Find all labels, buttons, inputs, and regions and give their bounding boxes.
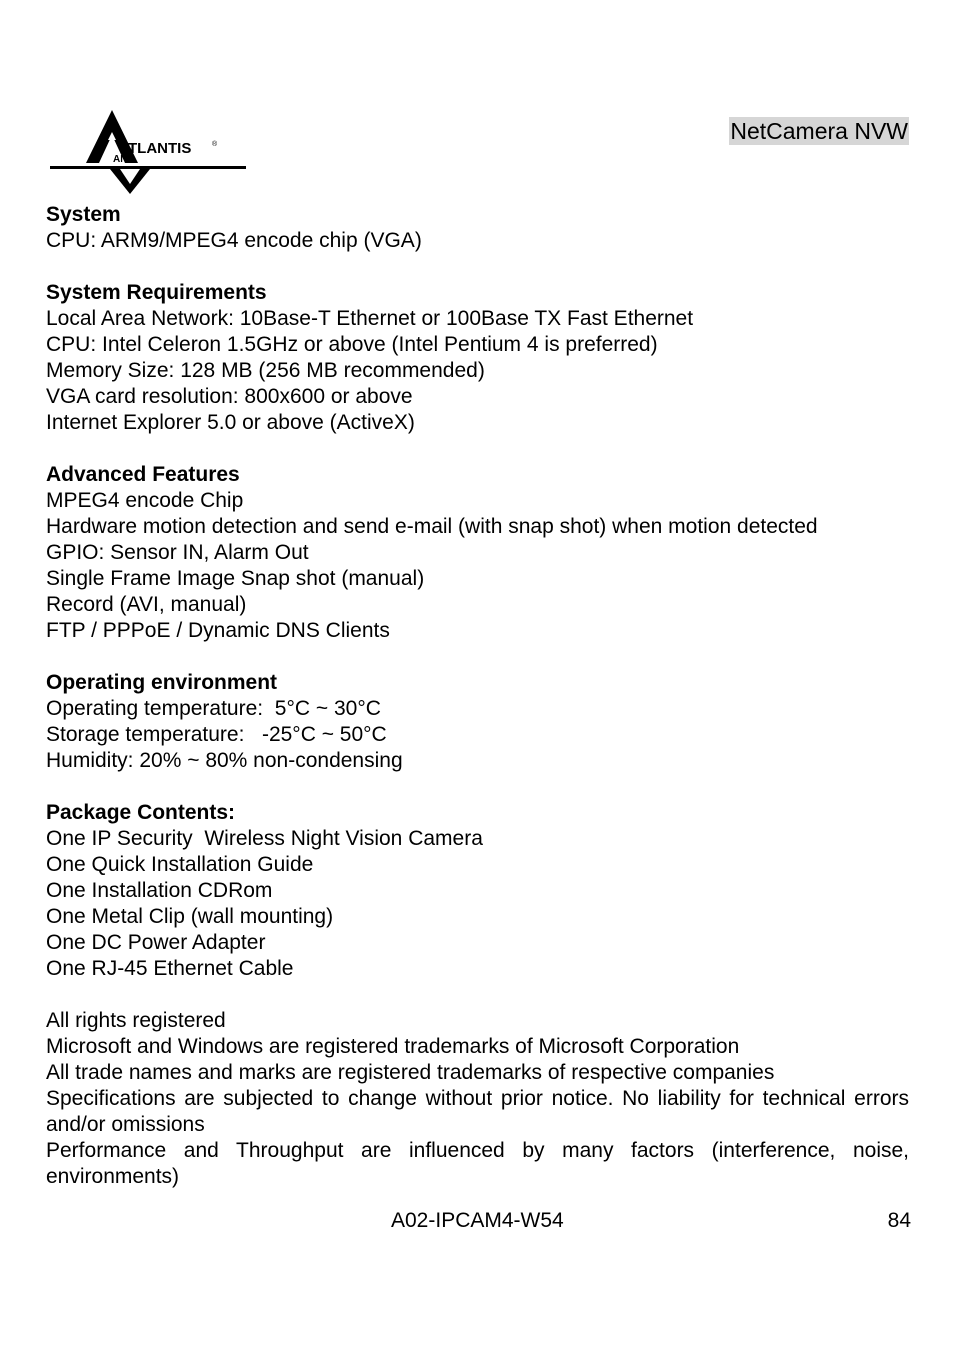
section-legal <box>46 1008 909 1190</box>
section-package-contents <box>46 800 909 982</box>
spec-line: Local Area Network: 10Base-T Ethernet or 100Base TX Fast Ethernet <box>46 307 694 330</box>
section-advanced-features <box>46 462 909 644</box>
section-title: System <box>46 203 121 226</box>
legal-line: All trade names and marks are registered trademarks of respective companies <box>46 1061 775 1084</box>
spec-line: Record (AVI, manual) <box>46 593 247 616</box>
spec-line: Internet Explorer 5.0 or above (ActiveX) <box>46 411 415 434</box>
legal-line: Microsoft and Windows are registered trademarks of Microsoft Corporation <box>46 1035 740 1058</box>
spec-line: One Quick Installation Guide <box>46 853 314 876</box>
spec-line: One IP Security Wireless Night Vision Camera <box>46 827 483 850</box>
spec-line: FTP / PPPoE / Dynamic DNS Clients <box>46 619 390 642</box>
page-number: 84 <box>887 1209 911 1232</box>
spec-line: Humidity: 20% ~ 80% non-condensing <box>46 749 403 772</box>
spec-content <box>46 202 909 1216</box>
document-header-title: NetCamera NVW <box>730 118 908 144</box>
spec-line: Single Frame Image Snap shot (manual) <box>46 567 425 590</box>
spec-line: One DC Power Adapter <box>46 931 266 954</box>
spec-line: Storage temperature: -25°C ~ 50°C <box>46 723 387 746</box>
section-title: System Requirements <box>46 281 267 304</box>
spec-line: VGA card resolution: 800x600 or above <box>46 385 413 408</box>
spec-line: One RJ-45 Ethernet Cable <box>46 957 294 980</box>
spec-line: CPU: Intel Celeron 1.5GHz or above (Intel Pentium 4 is preferred) <box>46 333 658 356</box>
spec-line: Operating temperature: 5°C ~ 30°C <box>46 697 381 720</box>
atlantis-logo <box>50 108 250 198</box>
legal-paragraph: Performance and Throughput are influenced by many factors (interference, noise, environments) <box>46 1139 909 1188</box>
section-operating-environment <box>46 670 909 774</box>
spec-line: One Metal Clip (wall mounting) <box>46 905 334 928</box>
logo-sub-wordmark: AND <box>113 154 135 165</box>
logo-wordmark: TLANTIS <box>128 140 192 157</box>
spec-line: Memory Size: 128 MB (256 MB recommended) <box>46 359 485 382</box>
spec-line: Hardware motion detection and send e-mail (with snap shot) when motion detected <box>46 515 818 538</box>
spec-line: One Installation CDRom <box>46 879 273 902</box>
section-title: Advanced Features <box>46 463 240 486</box>
footer-model-code: A02-IPCAM4-W54 <box>391 1209 564 1232</box>
spec-line: MPEG4 encode Chip <box>46 489 244 512</box>
legal-line: All rights registered <box>46 1009 226 1032</box>
legal-paragraph: Specifications are subjected to change without prior notice. No liability for technical errors and/or omissions <box>46 1087 909 1136</box>
logo-registered-mark: ® <box>212 141 218 148</box>
section-system <box>46 202 909 254</box>
spec-line: CPU: ARM9/MPEG4 encode chip (VGA) <box>46 229 422 252</box>
spec-line: GPIO: Sensor IN, Alarm Out <box>46 541 309 564</box>
section-title: Package Contents: <box>46 801 236 824</box>
section-title: Operating environment <box>46 671 278 694</box>
section-system-requirements <box>46 280 909 436</box>
